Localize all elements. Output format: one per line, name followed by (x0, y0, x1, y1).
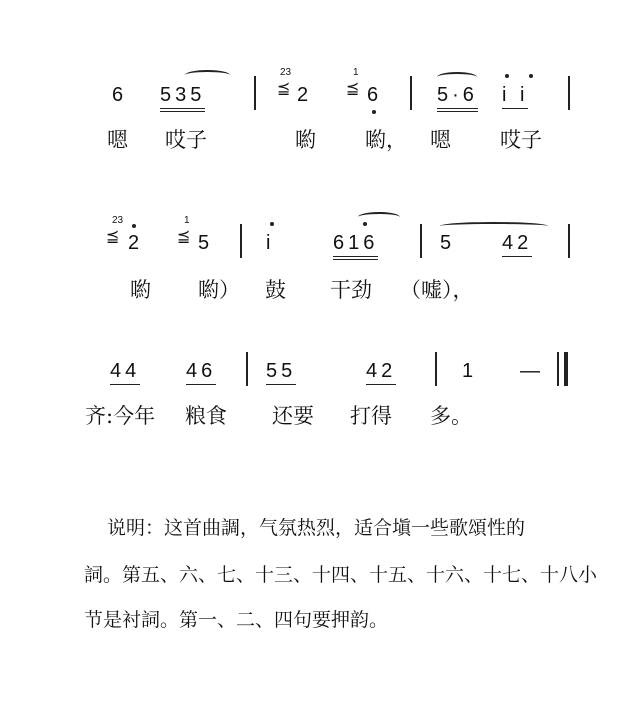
lyric: 喲） (198, 278, 240, 302)
high-octave-dot (132, 224, 136, 228)
bar-line (254, 76, 256, 110)
bar-line (246, 352, 248, 386)
note: 5 (440, 232, 456, 254)
lyric: 干劲 (330, 278, 372, 302)
high-octave-dot (363, 222, 367, 226)
grace-mark: ⪳ (346, 78, 360, 97)
lyric: 哎子 (500, 128, 542, 152)
note: 6 (367, 84, 383, 106)
note-line: 说明：这首曲調，气氛热烈，适合塡一些歌頌性的 (107, 517, 526, 539)
note-line: 节是衬詞。第一、二、四句要押韵。 (84, 609, 389, 631)
note-group: 535 (160, 84, 205, 112)
bar-line (410, 76, 412, 110)
lyric: 打得 (350, 404, 392, 428)
note-group: 46 (186, 360, 216, 385)
grace-mark: ⪳ (177, 226, 191, 245)
note: 1 (462, 360, 478, 382)
note-group: 42 (366, 360, 396, 385)
slur (358, 212, 400, 222)
final-bar-line (564, 352, 568, 386)
tie (440, 222, 548, 230)
bar-line (568, 224, 570, 258)
high-octave-dot (505, 74, 509, 78)
note: 5 (198, 232, 214, 254)
lyric: 鼓 (265, 278, 286, 302)
grace-note: 1 (184, 215, 190, 226)
final-bar-line (557, 352, 559, 386)
dash: — (520, 360, 544, 382)
lyric: 嗯 (430, 128, 451, 152)
note-group: 5·6 (437, 84, 478, 112)
slur (185, 70, 230, 80)
note: 6 (112, 84, 128, 106)
lyric: 喲 (295, 128, 316, 152)
lyric: 嗯 (107, 128, 128, 152)
lyric: 粮食 (185, 404, 227, 428)
note-group: 42 (502, 232, 532, 257)
note-group: 616 (333, 232, 378, 260)
note-group: i i (502, 84, 528, 109)
note-group: 55 (266, 360, 296, 385)
bar-line (420, 224, 422, 258)
lyric: 多。 (430, 404, 472, 428)
slur (437, 72, 477, 82)
grace-mark: ⪳ (106, 226, 120, 245)
bar-line (568, 76, 570, 110)
high-octave-dot (529, 74, 533, 78)
grace-mark: ⪳ (277, 78, 291, 97)
note: i (266, 232, 275, 254)
high-octave-dot (270, 222, 274, 226)
grace-note: 23 (280, 67, 292, 78)
bar-line (435, 352, 437, 386)
note: 2 (297, 84, 313, 106)
bar-line (240, 224, 242, 258)
lyric: 齐:今年 (85, 404, 156, 428)
note-group: 44 (110, 360, 140, 385)
lyric: （嘘）， (400, 278, 474, 302)
lyric: 喲， (365, 128, 407, 152)
note: 2 (128, 232, 144, 254)
low-octave-dot (372, 110, 376, 114)
grace-note: 1 (353, 67, 359, 78)
note-line: 詞。第五、六、七、十三、十四、十五、十六、十七、十八小 (84, 564, 598, 586)
lyric: 还要 (272, 404, 314, 428)
grace-note: 23 (112, 215, 124, 226)
lyric: 喲 (130, 278, 151, 302)
lyric: 哎子 (165, 128, 207, 152)
